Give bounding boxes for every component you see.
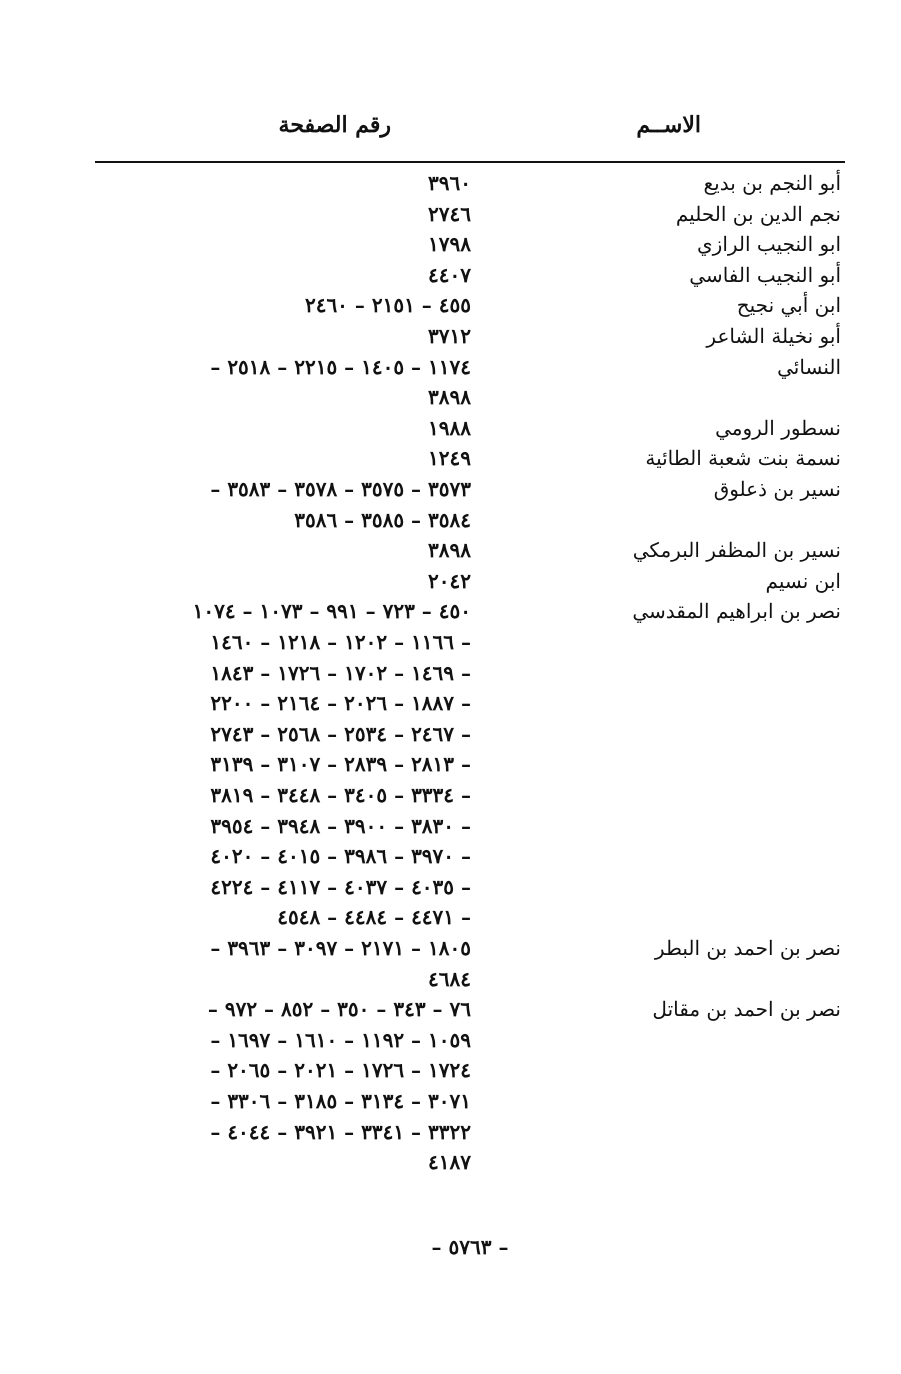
- entry-name: نسير بن المظفر البرمكي: [632, 538, 841, 562]
- entry-page-numbers: – ٤٠٣٥ – ٤٠٣٧ – ٤١١٧ – ٤٢٢٤: [210, 875, 471, 899]
- entry-page-numbers: – ٣٣٣٤ – ٣٤٠٥ – ٣٤٤٨ – ٣٨١٩: [210, 783, 471, 807]
- entry-page-numbers: ٣٥٨٤ – ٣٥٨٥ – ٣٥٨٦: [294, 508, 471, 532]
- entry-page-numbers: ٣٨٩٨: [428, 538, 471, 562]
- entry-page-numbers: ٣٧١٢: [428, 324, 471, 348]
- entry-page-numbers: ١٧٢٤ – ١٧٢٦ – ٢٠٢١ – ٢٠٦٥ –: [210, 1058, 471, 1082]
- entry-page-numbers: – ٤٤٧١ – ٤٤٨٤ – ٤٥٤٨: [277, 905, 471, 929]
- entry-page-numbers: ٧٦ – ٣٤٣ – ٣٥٠ – ٨٥٢ – ٩٧٢ –: [207, 997, 471, 1021]
- entry-page-numbers: ٤٥٠ – ٧٢٣ – ٩٩١ – ١٠٧٣ – ١٠٧٤: [192, 599, 471, 623]
- entry-name: نسمة بنت شعبة الطائية: [645, 446, 841, 470]
- entry-page-numbers: ٤٥٥ – ٢١٥١ – ٢٤٦٠: [304, 293, 471, 317]
- entry-page-numbers: ٤٤٠٧: [428, 263, 471, 287]
- entry-name: ابن أبي نجيح: [736, 293, 841, 317]
- entry-page-numbers: – ١٨٨٧ – ٢٠٢٦ – ٢١٦٤ – ٢٢٠٠: [210, 691, 471, 715]
- entry-page-numbers: ٢٠٤٢: [428, 569, 471, 593]
- entry-page-numbers: – ١١٦٦ – ١٢٠٢ – ١٢١٨ – ١٤٦٠: [210, 630, 471, 654]
- entry-name: النسائي: [777, 355, 841, 379]
- column-header-name: الاســم: [636, 112, 701, 138]
- entry-page-numbers: ١٠٥٩ – ١١٩٢ – ١٦١٠ – ١٦٩٧ –: [210, 1028, 471, 1052]
- entry-page-numbers: ٣٩٦٠: [428, 171, 471, 195]
- entry-page-numbers: ٣٨٩٨: [428, 385, 471, 409]
- entry-page-numbers: ١١٧٤ – ١٤٠٥ – ٢٢١٥ – ٢٥١٨ –: [210, 355, 471, 379]
- entry-page-numbers: ٣٥٧٣ – ٣٥٧٥ – ٣٥٧٨ – ٣٥٨٣ –: [210, 477, 471, 501]
- entry-name: أبو النجيب الفاسي: [689, 263, 841, 287]
- page-number: – ٥٧٦٣ –: [431, 1235, 509, 1259]
- entry-page-numbers: ٣٠٧١ – ٣١٣٤ – ٣١٨٥ – ٣٣٠٦ –: [210, 1089, 471, 1113]
- entry-page-numbers: – ٢٨١٣ – ٢٨٣٩ – ٣١٠٧ – ٣١٣٩: [210, 752, 471, 776]
- entry-page-numbers: – ١٤٦٩ – ١٧٠٢ – ١٧٢٦ – ١٨٤٣: [210, 661, 471, 685]
- column-header-page-number: رقم الصفحة: [278, 112, 391, 138]
- entry-page-numbers: ١٩٨٨: [428, 416, 471, 440]
- entry-page-numbers: ١٨٠٥ – ٢١٧١ – ٣٠٩٧ – ٣٩٦٣ –: [210, 936, 471, 960]
- entry-name: نسطور الرومي: [715, 416, 841, 440]
- entry-page-numbers: ١٢٤٩: [428, 446, 471, 470]
- entry-page-numbers: – ٣٨٣٠ – ٣٩٠٠ – ٣٩٤٨ – ٣٩٥٤: [210, 814, 471, 838]
- entry-name: نسير بن ذعلوق: [713, 477, 841, 501]
- entry-page-numbers: – ٢٤٦٧ – ٢٥٣٤ – ٢٥٦٨ – ٢٧٤٣: [210, 722, 471, 746]
- entry-name: نصر بن ابراهيم المقدسي: [632, 599, 841, 623]
- entry-page-numbers: ٢٧٤٦: [428, 202, 471, 226]
- entry-name: أبو النجم بن بديع: [703, 171, 841, 195]
- entry-page-numbers: ٤١٨٧: [428, 1150, 471, 1174]
- entry-page-numbers: ١٧٩٨: [428, 232, 471, 256]
- entry-page-numbers: ٣٣٢٢ – ٣٣٤١ – ٣٩٢١ – ٤٠٤٤ –: [210, 1120, 471, 1144]
- entry-name: ابن نسيم: [765, 569, 841, 593]
- entry-name: نصر بن احمد بن البطر: [654, 936, 841, 960]
- entry-name: ابو النجيب الرازي: [697, 232, 841, 256]
- entry-name: نجم الدين بن الحليم: [675, 202, 841, 226]
- entry-page-numbers: – ٣٩٧٠ – ٣٩٨٦ – ٤٠١٥ – ٤٠٢٠: [210, 844, 471, 868]
- entry-name: أبو نخيلة الشاعر: [706, 324, 841, 348]
- entry-name: نصر بن احمد بن مقاتل: [652, 997, 841, 1021]
- entry-page-numbers: ٤٦٨٤: [428, 967, 471, 991]
